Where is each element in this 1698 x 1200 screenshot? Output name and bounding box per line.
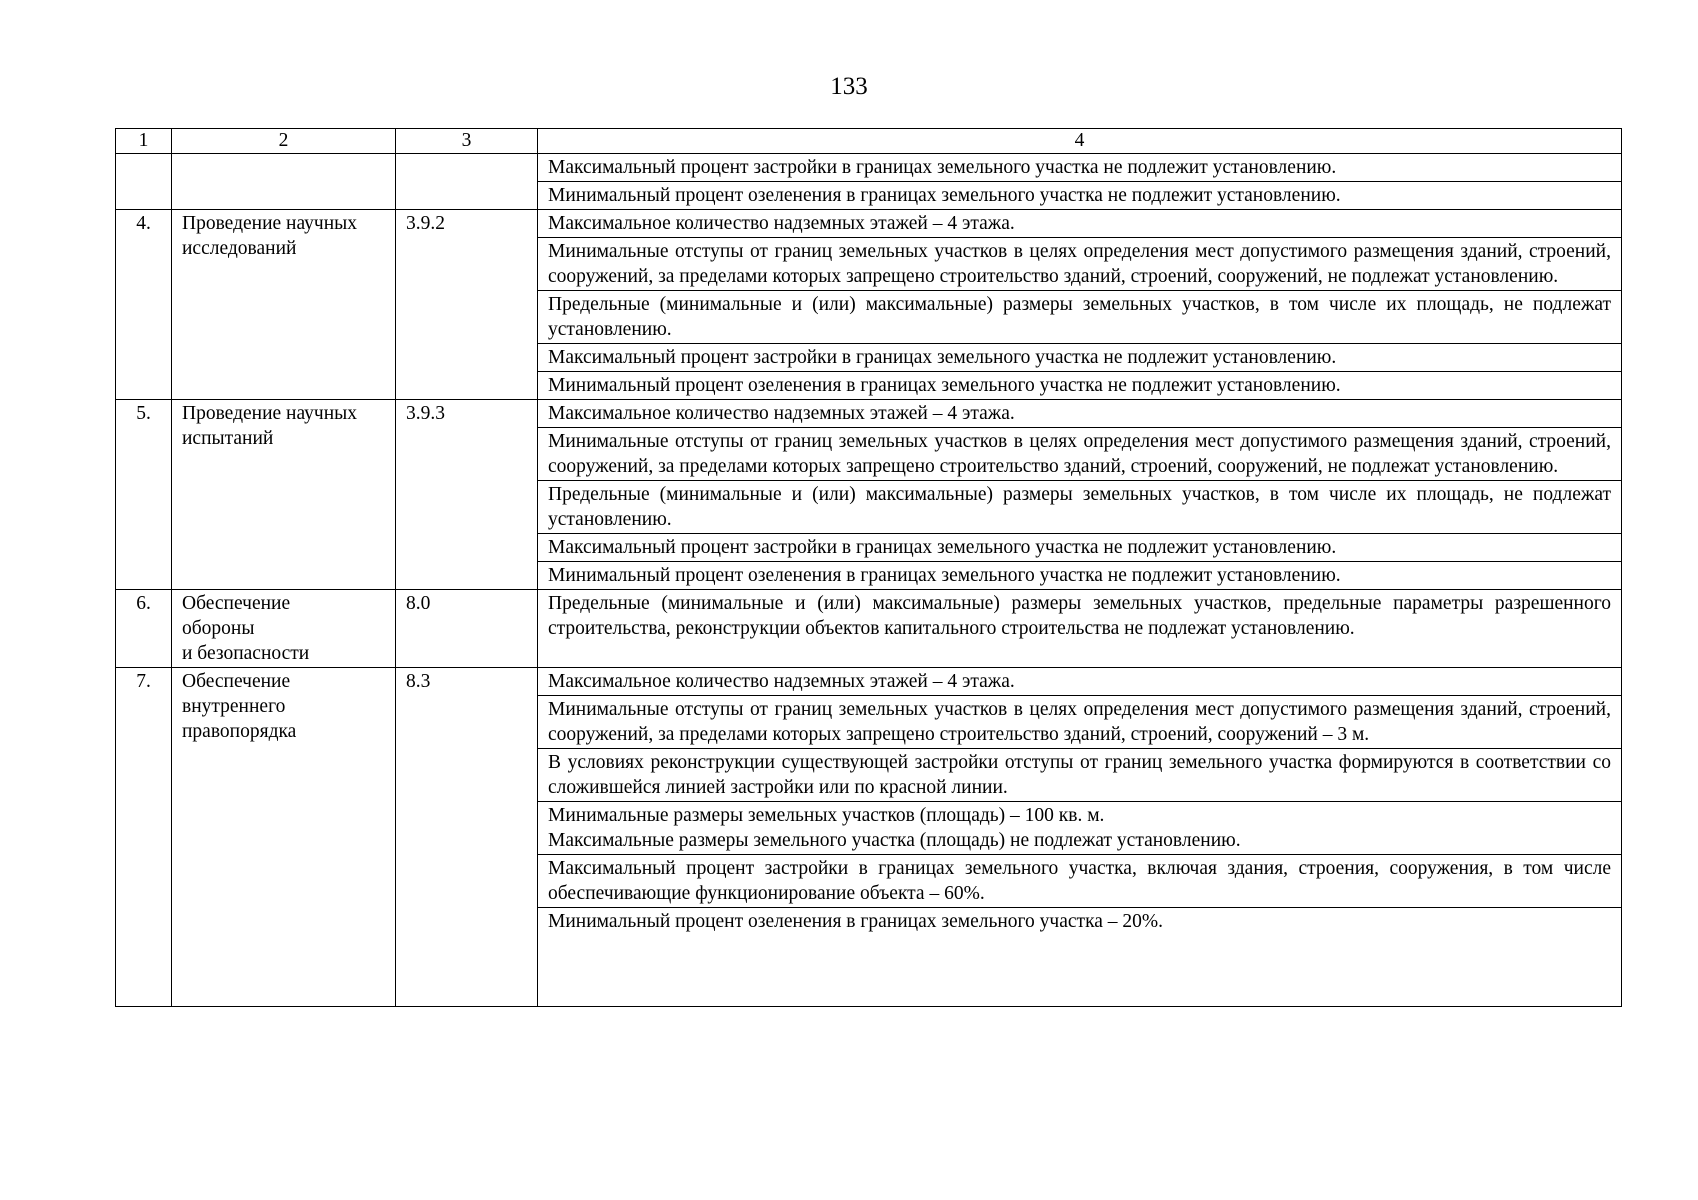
param-min-green: Минимальный процент озеленения в границах земельного участка не подлежит установлению. [538,562,1622,590]
param-min-setbacks: Минимальные отступы от границ земельных участков в целях определения мест допустимого размещения зданий, строений, сооружений, за пределами которых запрещено строительство зданий, строений, сооружений, не подлежат установлению. [538,428,1622,481]
row-number: 5. [116,400,172,590]
param-plot-sizes: Предельные (минимальные и (или) максимальные) размеры земельных участков, в том числе их площадь, не подлежат установлению. [538,481,1622,534]
param-max-floors: Максимальное количество надземных этажей – 4 этажа. [538,210,1622,238]
land-use-code: 3.9.2 [396,210,538,400]
land-use-name-line: обороны [182,618,255,639]
land-use-name-line: правопорядка [182,721,297,742]
table-row [116,590,1622,668]
code-cell-continued [396,154,538,210]
land-use-name: Проведение научных испытаний [172,400,396,590]
row-number: 7. [116,668,172,1007]
param-max-floors: Максимальное количество надземных этажей – 4 этажа. [538,668,1622,696]
param-not-established: Предельные (минимальные и (или) максимальные) размеры земельных участков, предельные параметры разрешенного строительства, реконструкции объектов капитального строительства не подлежат установлению. [538,590,1622,668]
column-number-4: 4 [538,129,1622,154]
param-min-green: Минимальный процент озеленения в границах земельного участка не подлежит установлению. [538,372,1622,400]
param-max-build: Максимальный процент застройки в границах земельного участка не подлежит установлению. [538,344,1622,372]
param-min-setbacks: Минимальные отступы от границ земельных участков в целях определения мест допустимого размещения зданий, строений, сооружений, за пределами которых запрещено строительство зданий, строений, сооружений, не подлежат установлению. [538,238,1622,291]
land-use-name-line: Обеспечение [182,671,291,692]
param-min-plot-size: Минимальные размеры земельных участков (площадь) – 100 кв. м. [548,805,1105,826]
row-number: 4. [116,210,172,400]
param-plot-sizes: Предельные (минимальные и (или) максимальные) размеры земельных участков, в том числе их площадь, не подлежат установлению. [538,291,1622,344]
name-cell-continued [172,154,396,210]
table-row [116,400,1622,428]
land-use-code: 8.0 [396,590,538,668]
table-row [116,668,1622,696]
land-use-name: Проведение научных исследований [172,210,396,400]
land-use-name-line: и безопасности [182,643,310,664]
zoning-parameters-table [115,128,1622,1007]
column-number-2: 2 [172,129,396,154]
param-min-setbacks: Минимальные отступы от границ земельных участков в целях определения мест допустимого размещения зданий, строений, сооружений, за пределами которых запрещено строительство зданий, строений, сооружений – 3 м. [538,696,1622,749]
page-number: 133 [830,73,868,100]
land-use-code: 8.3 [396,668,538,1007]
param-plot-sizes [538,802,1622,855]
land-use-code: 3.9.3 [396,400,538,590]
param-max-floors: Максимальное количество надземных этажей – 4 этажа. [538,400,1622,428]
param-max-build: Максимальный процент застройки в границах земельного участка не подлежит установлению. [538,534,1622,562]
num-cell-continued [116,154,172,210]
param-min-green: Минимальный процент озеленения в границах земельного участка – 20%. [538,908,1622,1007]
param-min-green: Минимальный процент озеленения в границах земельного участка не подлежит установлению. [538,182,1622,210]
table-row [116,154,1622,182]
land-use-name [172,590,396,668]
land-use-name-line: внутреннего [182,696,286,717]
param-max-plot-size: Максимальные размеры земельного участка (площадь) не подлежат установлению. [548,830,1241,851]
column-number-1: 1 [116,129,172,154]
param-max-build: Максимальный процент застройки в границах земельного участка не подлежит установлению. [538,154,1622,182]
column-number-row [116,129,1622,154]
land-use-name [172,668,396,1007]
param-reconstruction-setbacks: В условиях реконструкции существующей застройки отступы от границ земельного участка формируются в соответствии со сложившейся линией застройки или по красной линии. [538,749,1622,802]
column-number-3: 3 [396,129,538,154]
land-use-name-line: Обеспечение [182,593,291,614]
table-row [116,210,1622,238]
param-max-build: Максимальный процент застройки в границах земельного участка, включая здания, строения, сооружения, в том числе обеспечивающие функционирование объекта – 60%. [538,855,1622,908]
row-number: 6. [116,590,172,668]
